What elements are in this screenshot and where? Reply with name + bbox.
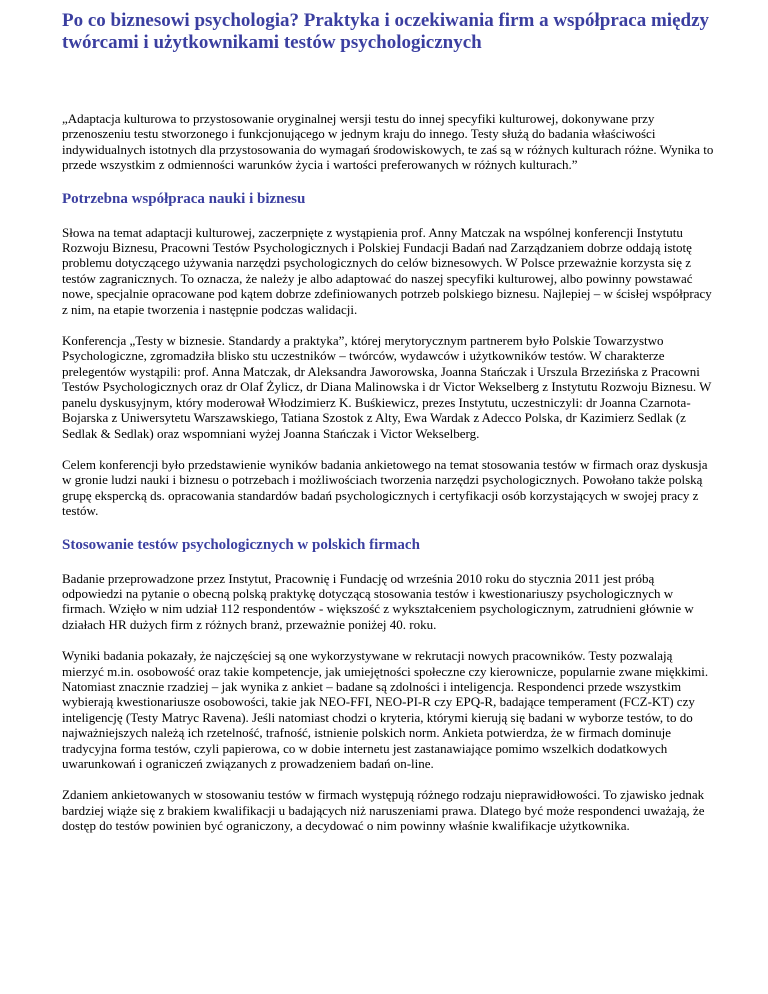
section-heading-cooperation: Potrzebna współpraca nauki i biznesu (62, 190, 306, 207)
paragraph: Konferencja „Testy w biznesie. Standardy a praktyka”, której merytorycznym partnerem było Polskie Towarzystwo Psychologiczne, zgromadziła blisko stu uczestników – twórców, wydawców i użytkowników testów. W charakterze prelegentów wystąpili: prof. Anna Matczak, dr Aleksandra Jaworowska, Joanna Stańczak i Urszula Brzezińska z Pracowni Testów Psychologicznych oraz dr Olaf Żylicz, dr Diana Malinowska i dr Victor Wekselberg z Instytutu Rozwoju Biznesu. W panelu dyskusyjnym, który moderował Włodzimierz K. Buśkiewicz, prezes Instytutu, uczestniczyli: dr Joanna Czarnota-Bojarska z Uniwersytetu Warszawskiego, Tatiana Szostok z Alty, Ewa Wardak z Adecco Polska, dr Kazimierz Sedlak (z Sedlak & Sedlak) oraz wspomniani wyżej Joanna Stańczak i Victor Wekselberg. (62, 333, 712, 441)
intro-quote: „Adaptacja kulturowa to przystosowanie oryginalnej wersji testu do innej specyfiki kulturowej, dokonywane przy przenoszeniu testu stworzonego i funkcjonującego w jednym kraju do innego. Testy służą do badania właściwości indywidualnych istotnych dla przystosowania do wymagań środowiskowych, te zaś są w różnych kulturach różne. Wynika to przede wszystkim z odmienności warunków życia i wartości preferowanych w różnych kulturach.” (62, 111, 714, 173)
paragraph: Słowa na temat adaptacji kulturowej, zaczerpnięte z wystąpienia prof. Anny Matczak na wspólnej konferencji Instytutu Rozwoju Biznesu, Pracowni Testów Psychologicznych i Polskiej Fundacji Badań nad Zarządzaniem dobrze oddają istotę problemu dotyczącego używania narzędzi psychologicznych do celów biznesowych. W Polsce przeważnie korzysta się z testów zagranicznych. To oznacza, że należy je albo adaptować do naszej specyfiki kulturowej, albo powinny powstawać nowe, specjalnie opracowane pod kątem dobrze zdefiniowanych potrzeb polskiego biznesu. Najlepiej – w ścisłej współpracy z nim, na etapie tworzenia i następnie podczas walidacji. (62, 224, 712, 317)
paragraph: Badanie przeprowadzone przez Instytut, Pracownię i Fundację od września 2010 roku do stycznia 2011 jest próbą odpowiedzi na pytanie o obecną polską praktykę dotyczącą stosowania testów i kwestionariuszy psychologicznych w firmach. Wzięło w nim udział 112 respondentów - większość z wykształceniem psychologicznym, zatrudnieni głównie w działach HR dużych firm z różnych branż, przeważnie poniżej 40. roku. (62, 570, 694, 632)
paragraph: Zdaniem ankietowanych w stosowaniu testów w firmach występują różnego rodzaju nieprawidłowości. To zjawisko jednak bardziej wiąże się z brakiem kwalifikacji u badających niż naruszeniami prawa. Dlatego być może respondenci uważają, że dostęp do testów powinien być ograniczony, a decydować o nim powinny właśnie kwalifikacje użytkownika. (62, 787, 705, 834)
document-title: Po co biznesowi psychologia? Praktyka i oczekiwania firm a współpraca między twórcami i użytkownikami testów psychologicznych (62, 10, 710, 53)
section-heading-test-usage: Stosowanie testów psychologicznych w polskich firmach (62, 536, 420, 553)
paragraph: Celem konferencji było przedstawienie wyników badania ankietowego na temat stosowania testów w firmach oraz dyskusja w gronie ludzi nauki i biznesu o potrzebach i możliwościach tworzenia narzędzi psychologicznych. Powołano także polską grupę ekspercką ds. opracowania standardów badań psychologicznych i certyfikacji osób korzystających w swojej pracy z testów. (62, 456, 708, 519)
paragraph: Wyniki badania pokazały, że najczęściej są one wykorzystywane w rekrutacji nowych pracowników. Testy pozwalają mierzyć m.in. osobowość oraz takie kompetencje, jak umiejętności społeczne czy kierownicze, popularnie zwane miękkimi. Natomiast znacznie rzadziej – jak wynika z ankiet – badane są zdolności i inteligencja. Respondenci przede wszystkim wybierają kwestionariusze osobowości, takie jak NEO-FFI, NEO-PI-R czy EPQ-R, badające temperament (FCZ-KT) czy inteligencję (Testy Matryc Ravena). Jeśli natomiast chodzi o kryteria, którymi kierują się badani w wyborze testów, to do najważniejszych należą ich rzetelność, trafność, istnienie polskich norm. Ankieta potwierdza, że w firmach dominuje tradycyjna forma testów, czyli papierowa, co w dobie internetu jest zastanawiające pomimo wszelkich dodatkowych uwarunkowań i ograniczeń związanych z prowadzeniem badań on-line. (62, 648, 709, 771)
